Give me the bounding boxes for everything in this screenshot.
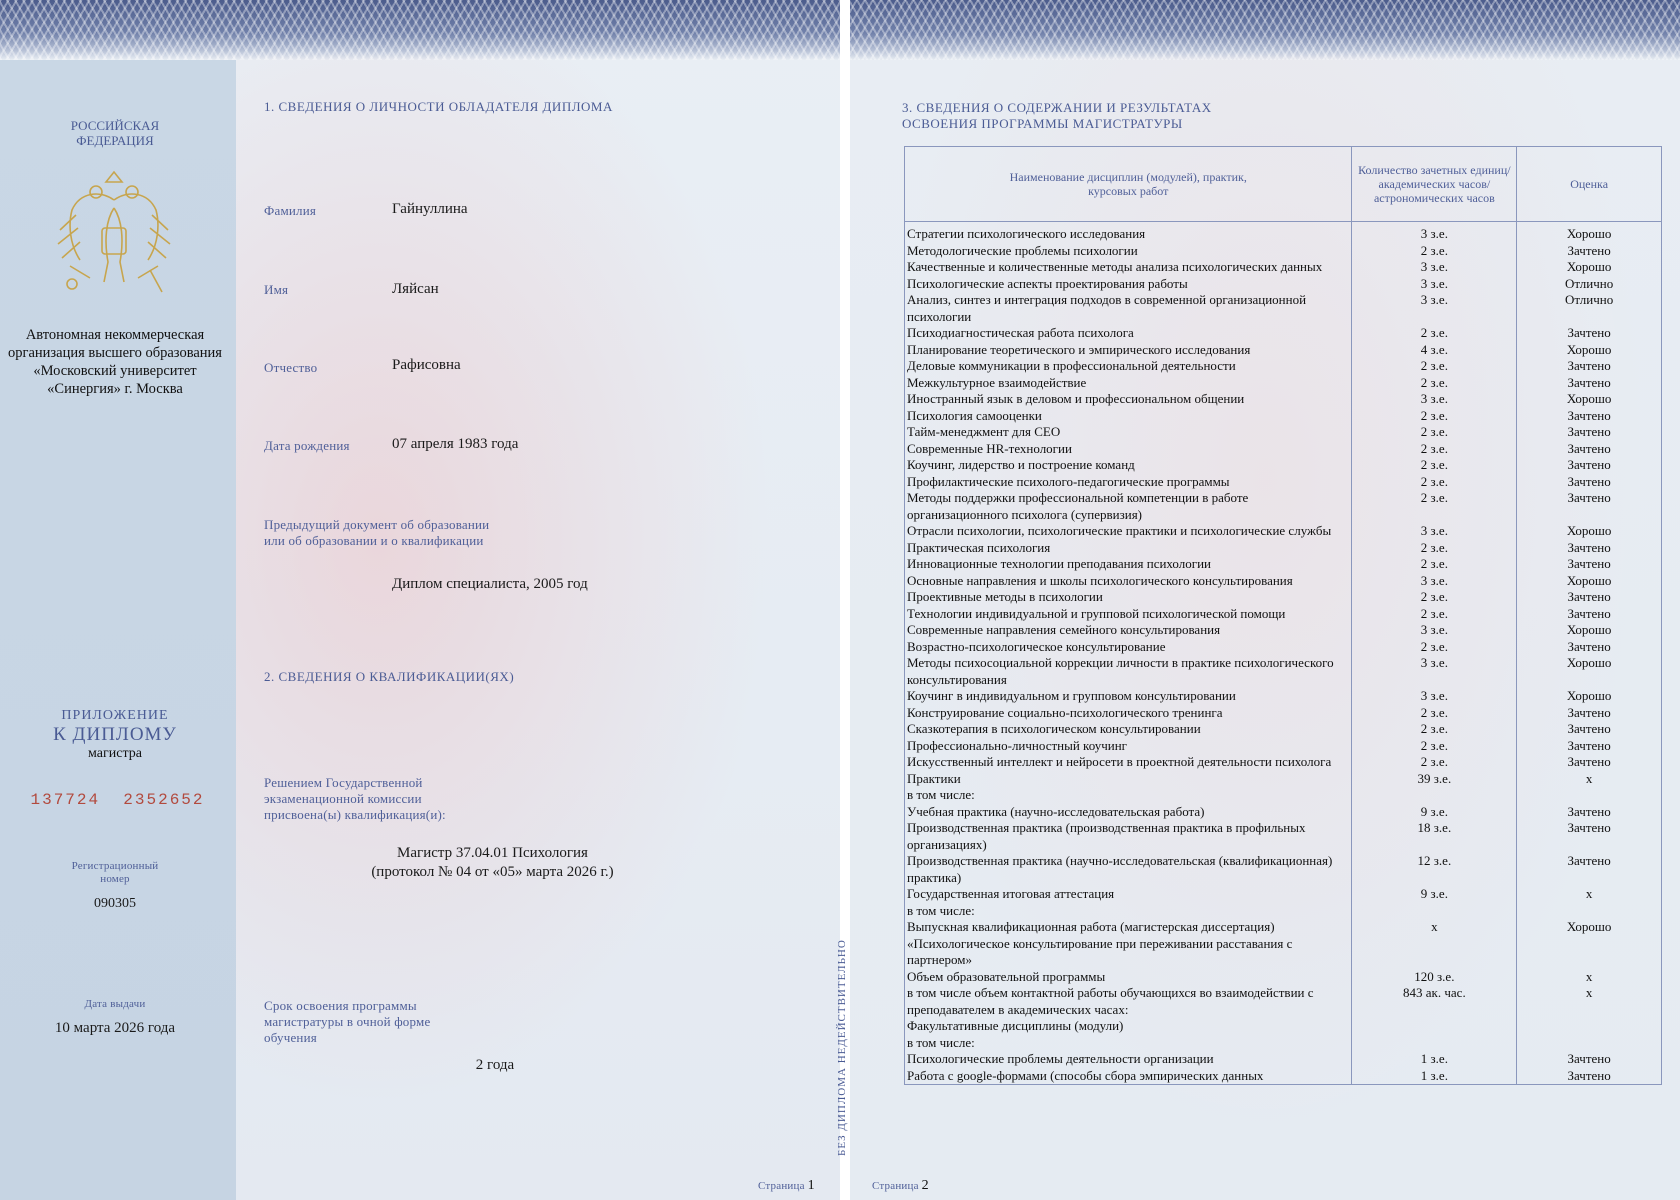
discipline-cell: Выпускная квалификационная работа (магистерская диссертация) «Психологическое консультирование при переживании расставания с партнером» (905, 919, 1352, 969)
grade-cell: Зачтено (1517, 738, 1662, 755)
column-header-grade: Оценка (1517, 147, 1662, 222)
grade-cell: Зачтено (1517, 490, 1662, 523)
discipline-cell: Психология самооценки (905, 408, 1352, 425)
credits-cell: 2 з.е. (1352, 474, 1517, 491)
qualification-value: Магистр 37.04.01 Психология (397, 845, 588, 861)
discipline-cell: Искусственный интеллект и нейросети в проектной деятельности психолога (905, 754, 1352, 771)
grade-cell: Зачтено (1517, 1051, 1662, 1068)
table-row (905, 1018, 1662, 1051)
table-row (905, 820, 1662, 853)
organization-name: Автономная некоммерческая организация высшего образования «Московский университет «Синергия» г. Москва (8, 327, 222, 397)
credits-cell: 1 з.е. (1352, 1051, 1517, 1068)
table-row (905, 1051, 1662, 1068)
credits-cell: 2 з.е. (1352, 639, 1517, 656)
table-row (905, 358, 1662, 375)
table-row (905, 754, 1662, 771)
table-row (905, 391, 1662, 408)
discipline-cell: Психодиагностическая работа психолога (905, 325, 1352, 342)
discipline-cell: Качественные и количественные методы анализа психологических данных (905, 259, 1352, 276)
grade-cell: Зачтено (1517, 474, 1662, 491)
discipline-cell: Технологии индивидуальной и групповой психологической помощи (905, 606, 1352, 623)
grade-cell: Зачтено (1517, 556, 1662, 573)
section-3-title-line-1: 3. СВЕДЕНИЯ О СОДЕРЖАНИИ И РЕЗУЛЬТАТАХ (902, 100, 1212, 115)
credits-cell: 3 з.е. (1352, 259, 1517, 276)
table-row (905, 523, 1662, 540)
grade-cell: Хорошо (1517, 622, 1662, 639)
table-row (905, 721, 1662, 738)
credits-cell: 3 з.е. (1352, 391, 1517, 408)
credits-cell: 2 з.е. (1352, 375, 1517, 392)
discipline-cell: Методы психосоциальной коррекции личности в практике психологического консультирования (905, 655, 1352, 688)
grade-cell: Хорошо (1517, 342, 1662, 359)
section-1-title: 1. СВЕДЕНИЯ О ЛИЧНОСТИ ОБЛАДАТЕЛЯ ДИПЛОМА (264, 99, 613, 114)
table-row (905, 589, 1662, 606)
grade-cell: Зачтено (1517, 754, 1662, 771)
credits-cell (1352, 1018, 1517, 1051)
grade-cell: Зачтено (1517, 408, 1662, 425)
grade-cell: Зачтено (1517, 606, 1662, 623)
discipline-cell: Профилактические психолого-педагогические программы (905, 474, 1352, 491)
table-row (905, 853, 1662, 886)
discipline-cell: Возрастно-психологическое консультирование (905, 639, 1352, 656)
discipline-cell: Основные направления и школы психологического консультирования (905, 573, 1352, 590)
grade-cell: Зачтено (1517, 457, 1662, 474)
grade-cell: x (1517, 886, 1662, 919)
discipline-cell: Профессионально-личностный коучинг (905, 738, 1352, 755)
credits-cell: 2 з.е. (1352, 705, 1517, 722)
column-header-credits: Количество зачетных единиц/академических часов/астрономических часов (1352, 147, 1517, 222)
discipline-cell: Коучинг, лидерство и построение команд (905, 457, 1352, 474)
table-header-row (905, 147, 1662, 222)
credits-cell: 2 з.е. (1352, 540, 1517, 557)
table-row (905, 325, 1662, 342)
credits-cell: 18 з.е. (1352, 820, 1517, 853)
surname-label: Фамилия (264, 203, 317, 218)
table-row (905, 688, 1662, 705)
country-heading: РОССИЙСКАЯ ФЕДЕРАЦИЯ (70, 118, 160, 148)
serial-number: 137724 2352652 (30, 791, 205, 809)
grade-cell: Зачтено (1517, 243, 1662, 260)
grade-cell: Хорошо (1517, 688, 1662, 705)
discipline-cell: Факультативные дисциплины (модули) в том числе: (905, 1018, 1352, 1051)
table-row (905, 919, 1662, 969)
table-row (905, 1068, 1662, 1085)
credits-cell: 3 з.е. (1352, 573, 1517, 590)
credits-cell: 2 з.е. (1352, 441, 1517, 458)
table-row (905, 804, 1662, 821)
discipline-cell: Иностранный язык в деловом и профессиональном общении (905, 391, 1352, 408)
grade-cell: Отлично (1517, 276, 1662, 293)
credits-cell: 1 з.е. (1352, 1068, 1517, 1085)
supplement-line-2: К ДИПЛОМУ (53, 724, 177, 745)
credits-cell: 3 з.е. (1352, 622, 1517, 639)
credits-cell: 2 з.е. (1352, 408, 1517, 425)
credits-cell: 2 з.е. (1352, 589, 1517, 606)
grade-cell: x (1517, 771, 1662, 804)
table-row (905, 457, 1662, 474)
table-row (905, 243, 1662, 260)
table-row (905, 705, 1662, 722)
grade-cell (1517, 1018, 1662, 1051)
credits-cell: 2 з.е. (1352, 424, 1517, 441)
birth-date-value: 07 апреля 1983 года (392, 436, 519, 452)
discipline-cell: Сказкотерапия в психологическом консультировании (905, 721, 1352, 738)
study-term-value: 2 года (475, 1057, 515, 1073)
table-row (905, 540, 1662, 557)
table-row (905, 655, 1662, 688)
discipline-cell: Методы поддержки профессиональной компетенции в работе организационного психолога (супервизия) (905, 490, 1352, 523)
discipline-cell: Психологические проблемы деятельности организации (905, 1051, 1352, 1068)
table-row (905, 342, 1662, 359)
credits-cell: 2 з.е. (1352, 606, 1517, 623)
credits-cell: 2 з.е. (1352, 556, 1517, 573)
discipline-cell: Деловые коммуникации в профессиональной деятельности (905, 358, 1352, 375)
grade-cell: Зачтено (1517, 424, 1662, 441)
discipline-cell: Анализ, синтез и интеграция подходов в современной организационной психологии (905, 292, 1352, 325)
discipline-cell: Объем образовательной программы (905, 969, 1352, 986)
grade-cell: x (1517, 969, 1662, 986)
credits-cell: 4 з.е. (1352, 342, 1517, 359)
grade-cell: Хорошо (1517, 655, 1662, 688)
table-row (905, 556, 1662, 573)
issue-date: 10 марта 2026 года (54, 1020, 176, 1036)
discipline-cell: Стратегии психологического исследования (905, 222, 1352, 243)
discipline-cell: Тайм-менеджмент для CEO (905, 424, 1352, 441)
registration-label: Регистрационный номер (71, 860, 159, 885)
discipline-cell: Инновационные технологии преподавания психологии (905, 556, 1352, 573)
discipline-cell: Планирование теоретического и эмпирического исследования (905, 342, 1352, 359)
credits-cell: 2 з.е. (1352, 721, 1517, 738)
grade-cell: Зачтено (1517, 540, 1662, 557)
page-number: 2 (921, 1178, 929, 1193)
table-row (905, 490, 1662, 523)
grade-cell: Зачтено (1517, 853, 1662, 886)
table-row (905, 639, 1662, 656)
table-row (905, 292, 1662, 325)
page-label: Страница (872, 1180, 919, 1192)
table-row (905, 424, 1662, 441)
diploma-page-2 (850, 0, 1680, 1200)
discipline-cell: Отрасли психологии, психологические практики и психологические службы (905, 523, 1352, 540)
supplement-line-1: ПРИЛОЖЕНИЕ (61, 708, 169, 723)
credits-cell: 843 ак. час. (1352, 985, 1517, 1018)
credits-cell: 2 з.е. (1352, 358, 1517, 375)
credits-cell: 2 з.е. (1352, 457, 1517, 474)
credits-cell: 39 з.е. (1352, 771, 1517, 804)
credits-cell: 2 з.е. (1352, 738, 1517, 755)
previous-document-value: Диплом специалиста, 2005 год (392, 576, 588, 592)
previous-document-label: Предыдущий документ об образовании или об образовании и о квалификации (264, 517, 490, 548)
grade-cell: Хорошо (1517, 259, 1662, 276)
discipline-cell: Проективные методы в психологии (905, 589, 1352, 606)
credits-cell: 9 з.е. (1352, 886, 1517, 919)
discipline-cell: Психологические аспекты проектирования работы (905, 276, 1352, 293)
table-row (905, 408, 1662, 425)
registration-number: 090305 (94, 896, 136, 911)
birth-date-label: Дата рождения (264, 438, 350, 453)
discipline-cell: Работа с google-формами (способы сбора эмпирических данных (905, 1068, 1352, 1085)
section-3-title-line-2: ОСВОЕНИЯ ПРОГРАММЫ МАГИСТРАТУРЫ (902, 116, 1183, 131)
table-row (905, 474, 1662, 491)
discipline-cell: Производственная практика (производственная практика в профильных организациях) (905, 820, 1352, 853)
table-row (905, 441, 1662, 458)
study-term-label: Срок освоения программы магистратуры в очной форме обучения (264, 998, 431, 1045)
issue-date-label: Дата выдачи (84, 998, 146, 1010)
credits-cell: 3 з.е. (1352, 292, 1517, 325)
credits-cell: 120 з.е. (1352, 969, 1517, 986)
table-row (905, 969, 1662, 986)
table-row (905, 738, 1662, 755)
table-row (905, 259, 1662, 276)
supplement-line-3: магистра (88, 746, 142, 761)
patronymic-label: Отчество (264, 360, 318, 375)
surname-value: Гайнуллина (392, 201, 468, 217)
decision-label: Решением Государственной экзаменационной комиссии присвоена(ы) квалификация(и): (264, 775, 446, 822)
discipline-cell: Учебная практика (научно-исследовательская работа) (905, 804, 1352, 821)
credits-cell: 3 з.е. (1352, 222, 1517, 243)
coat-of-arms-emblem (50, 170, 178, 300)
name-value: Ляйсан (392, 281, 439, 297)
guilloche-border (850, 0, 1680, 60)
grade-cell: Зачтено (1517, 820, 1662, 853)
table-row (905, 222, 1662, 243)
discipline-cell: Современные HR-технологии (905, 441, 1352, 458)
credits-cell: 3 з.е. (1352, 523, 1517, 540)
page-footer-2 (872, 1178, 929, 1194)
table-row (905, 985, 1662, 1018)
discipline-cell: Конструирование социально-психологического тренинга (905, 705, 1352, 722)
table-row (905, 886, 1662, 919)
credits-cell: x (1352, 919, 1517, 969)
credits-cell: 3 з.е. (1352, 688, 1517, 705)
disciplines-table (904, 146, 1662, 1085)
credits-cell: 2 з.е. (1352, 754, 1517, 771)
section-2-title: 2. СВЕДЕНИЯ О КВАЛИФИКАЦИИ(ЯХ) (264, 669, 515, 684)
credits-cell: 2 з.е. (1352, 490, 1517, 523)
grade-cell: Зачтено (1517, 705, 1662, 722)
table-row (905, 771, 1662, 804)
credits-cell: 3 з.е. (1352, 276, 1517, 293)
grade-cell: Хорошо (1517, 391, 1662, 408)
credits-cell: 2 з.е. (1352, 325, 1517, 342)
section-3-title (902, 100, 1402, 132)
grade-cell: Хорошо (1517, 523, 1662, 540)
discipline-cell: Межкультурное взаимодействие (905, 375, 1352, 392)
grade-cell: Хорошо (1517, 919, 1662, 969)
grade-cell: Зачтено (1517, 639, 1662, 656)
grade-cell: Зачтено (1517, 358, 1662, 375)
page-footer-1 (758, 1178, 815, 1194)
discipline-cell: Государственная итоговая аттестация в том числе: (905, 886, 1352, 919)
discipline-cell: Современные направления семейного консультирования (905, 622, 1352, 639)
discipline-cell: Коучинг в индивидуальном и групповом консультировании (905, 688, 1352, 705)
grade-cell: x (1517, 985, 1662, 1018)
column-header-discipline: Наименование дисциплин (модулей), практик, курсовых работ (905, 147, 1352, 222)
discipline-cell: в том числе объем контактной работы обучающихся во взаимодействии с преподавателем в академических часах: (905, 985, 1352, 1018)
vertical-validity-note: БЕЗ ДИПЛОМА НЕДЕЙСТВИТЕЛЬНО (836, 939, 848, 1156)
page-label: Страница (758, 1180, 805, 1192)
grade-cell: Отлично (1517, 292, 1662, 325)
patronymic-value: Рафисовна (392, 357, 461, 373)
supplement-title (30, 708, 200, 762)
discipline-cell: Производственная практика (научно-исследовательская (квалификационная) практика) (905, 853, 1352, 886)
grade-cell: Зачтено (1517, 1068, 1662, 1085)
table-row (905, 276, 1662, 293)
grade-cell: Зачтено (1517, 325, 1662, 342)
credits-cell: 9 з.е. (1352, 804, 1517, 821)
grade-cell: Хорошо (1517, 222, 1662, 243)
grade-cell: Зачтено (1517, 721, 1662, 738)
page-number: 1 (807, 1178, 815, 1193)
name-label: Имя (264, 282, 289, 297)
guilloche-border (0, 0, 840, 60)
grade-cell: Зачтено (1517, 804, 1662, 821)
discipline-cell: Практики в том числе: (905, 771, 1352, 804)
table-row (905, 606, 1662, 623)
table-row (905, 375, 1662, 392)
grade-cell: Зачтено (1517, 375, 1662, 392)
discipline-cell: Практическая психология (905, 540, 1352, 557)
discipline-cell: Методологические проблемы психологии (905, 243, 1352, 260)
grade-cell: Хорошо (1517, 573, 1662, 590)
credits-cell: 2 з.е. (1352, 243, 1517, 260)
table-row (905, 573, 1662, 590)
grade-cell: Зачтено (1517, 589, 1662, 606)
grade-cell: Зачтено (1517, 441, 1662, 458)
protocol-value: (протокол № 04 от «05» марта 2026 г.) (371, 864, 614, 880)
credits-cell: 3 з.е. (1352, 655, 1517, 688)
credits-cell: 12 з.е. (1352, 853, 1517, 886)
table-row (905, 622, 1662, 639)
